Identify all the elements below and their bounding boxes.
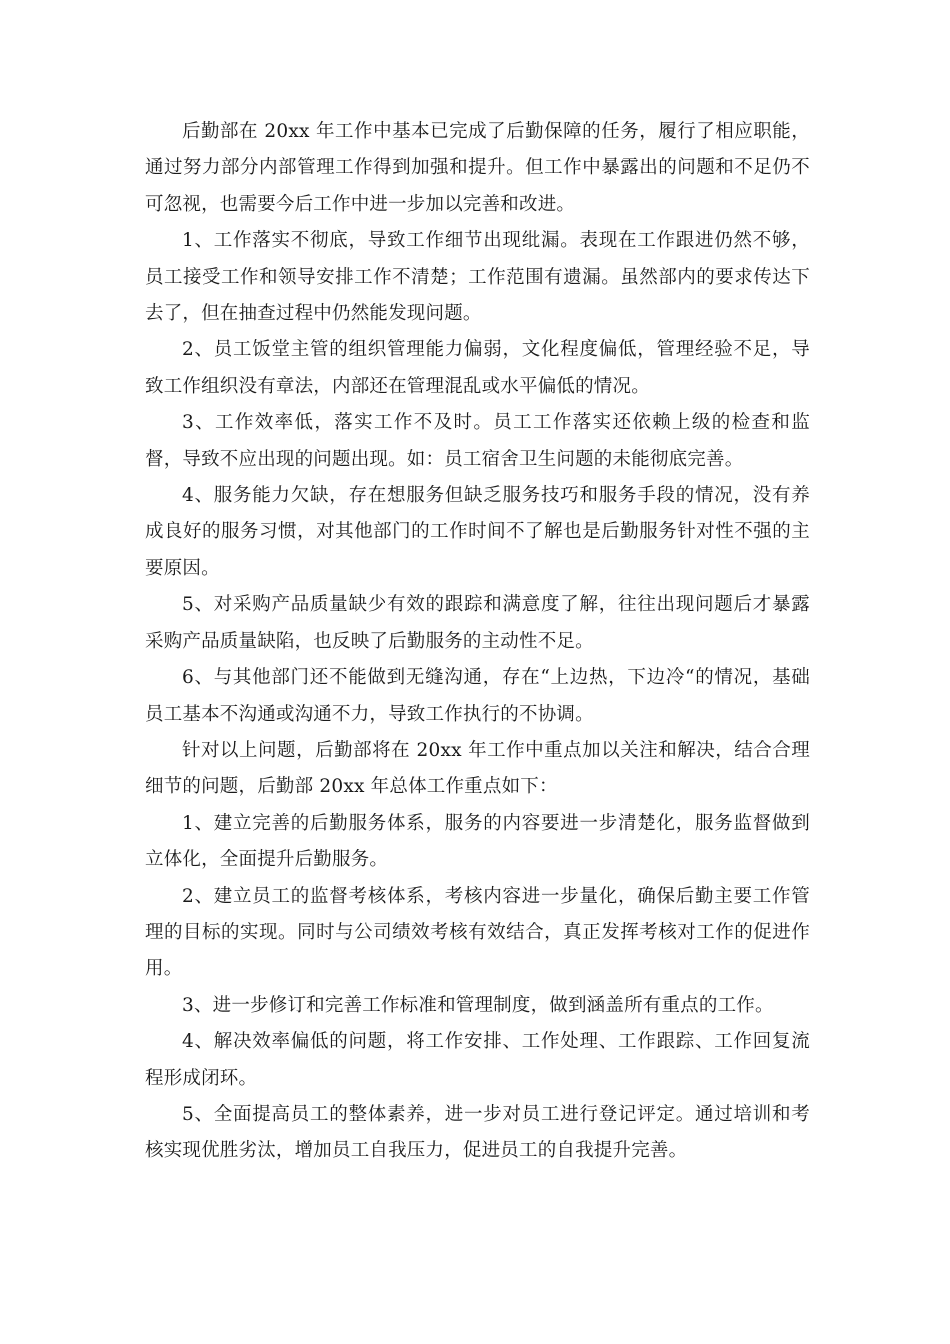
problem-item-6: 6、与其他部门还不能做到无缝沟通，存在“上边热，下边冷“的情况，基础员工基本不沟通或沟通不力，导致工作执行的不协调。 bbox=[145, 667, 810, 725]
plan-intro-paragraph: 针对以上问题，后勤部将在 20xx 年工作中重点加以关注和解决，结合合理细节的问题，后勤部 20xx 年总体工作重点如下： bbox=[145, 739, 810, 798]
plan-item-2: 2、建立员工的监督考核体系，考核内容进一步量化，确保后勤主要工作管理的目标的实现。同时与公司绩效考核有效结合，真正发挥考核对工作的促进作用。 bbox=[145, 885, 810, 980]
problem-item-2: 2、员工饭堂主管的组织管理能力偏弱，文化程度偏低，管理经验不足，导致工作组织没有章法，内部还在管理混乱或水平偏低的情况。 bbox=[145, 339, 810, 397]
plan-item-5: 5、全面提高员工的整体素养，进一步对员工进行登记评定。通过培训和考核实现优胜劣汰，增加员工自我压力，促进员工的自我提升完善。 bbox=[145, 1103, 810, 1162]
problem-item-4: 4、服务能力欠缺，存在想服务但缺乏服务技巧和服务手段的情况，没有养成良好的服务习惯，对其他部门的工作时间不了解也是后勤服务针对性不强的主要原因。 bbox=[145, 485, 810, 579]
problem-item-3: 3、工作效率低，落实工作不及时。员工工作落实还依赖上级的检查和监督，导致不应出现的问题出现。如：员工宿舍卫生问题的未能彻底完善。 bbox=[145, 412, 810, 470]
plan-item-4: 4、解决效率偏低的问题，将工作安排、工作处理、工作跟踪、工作回复流程形成闭环。 bbox=[145, 1031, 810, 1089]
plan-item-3: 3、进一步修订和完善工作标准和管理制度，做到涵盖所有重点的工作。 bbox=[182, 994, 774, 1016]
intro-paragraph: 后勤部在 20xx 年工作中基本已完成了后勤保障的任务，履行了相应职能，通过努力部分内部管理工作得到加强和提升。但工作中暴露出的问题和不足仍不可忽视，也需要今后工作中进一步加以完善和改进。 bbox=[145, 121, 810, 215]
document-body bbox=[145, 114, 810, 1170]
plan-item-1: 1、建立完善的后勤服务体系，服务的内容要进一步清楚化，服务监督做到立体化，全面提升后勤服务。 bbox=[145, 812, 810, 871]
problem-item-1: 1、工作落实不彻底，导致工作细节出现纰漏。表现在工作跟进仍然不够，员工接受工作和领导安排工作不清楚；工作范围有遗漏。虽然部内的要求传达下去了，但在抽查过程中仍然能发现问题。 bbox=[145, 230, 810, 325]
problem-item-5: 5、对采购产品质量缺少有效的跟踪和满意度了解，往往出现问题后才暴露采购产品质量缺陷，也反映了后勤服务的主动性不足。 bbox=[145, 594, 810, 652]
